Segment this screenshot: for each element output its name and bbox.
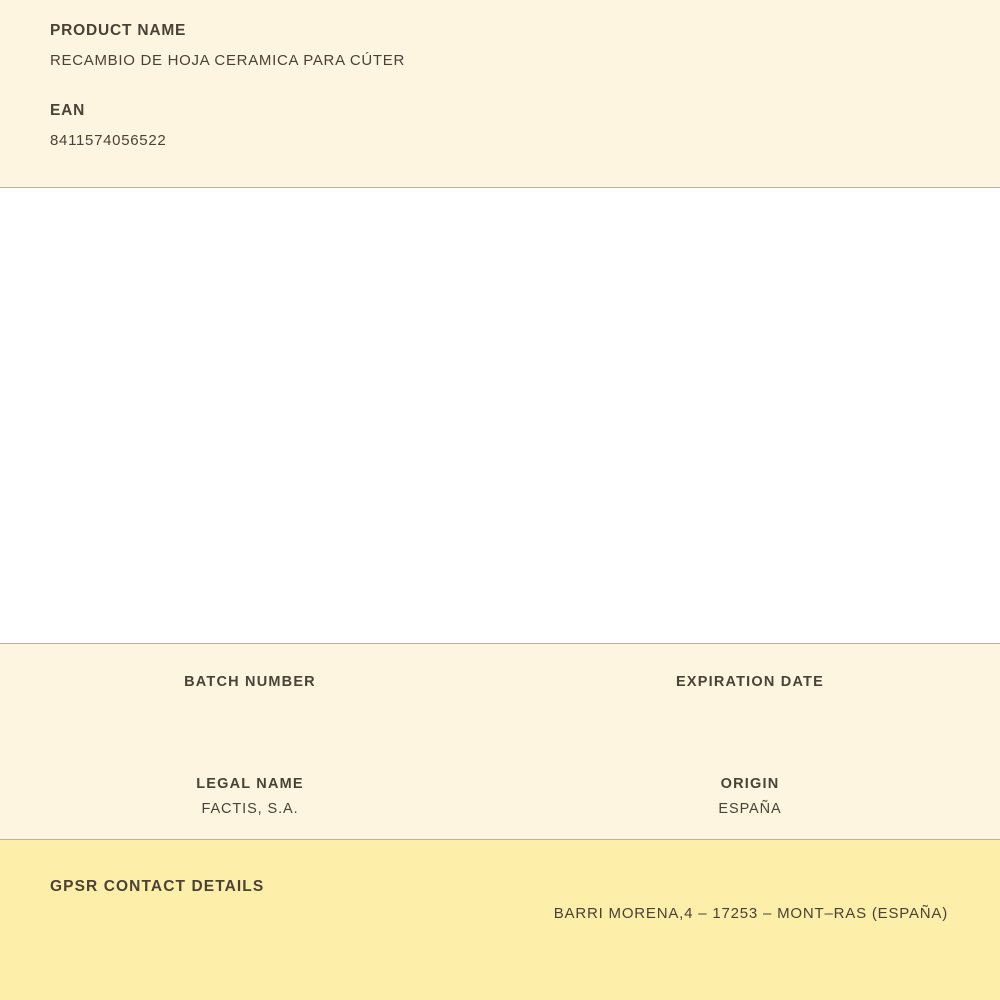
expiration-date-group <box>500 674 1000 716</box>
legal-name-label: LEGAL NAME <box>196 776 304 792</box>
product-info-section <box>0 0 1000 188</box>
product-name-label: PRODUCT NAME <box>50 22 187 39</box>
origin-value: ESPAÑA <box>718 801 782 817</box>
gpsr-contact-label: GPSR CONTACT DETAILS <box>50 878 265 895</box>
legal-name-value: FACTIS, S.A. <box>201 801 299 817</box>
origin-label: ORIGIN <box>720 776 780 792</box>
batch-number-label: BATCH NUMBER <box>184 674 316 690</box>
expiration-date-value <box>500 699 1000 716</box>
ean-value: 8411574056522 <box>50 132 167 149</box>
batch-number-group <box>0 674 500 716</box>
ean-label: EAN <box>50 102 86 119</box>
batch-number-value <box>0 699 500 716</box>
expiration-date-label: EXPIRATION DATE <box>676 674 824 690</box>
product-name-group <box>50 22 950 69</box>
legal-name-group <box>0 776 500 818</box>
image-placeholder-area <box>0 188 1000 644</box>
origin-group <box>500 776 1000 818</box>
details-row-batch <box>0 644 1000 716</box>
details-row-legal <box>0 716 1000 818</box>
gpsr-contact-address: BARRI MORENA,4 – 17253 – MONT–RAS (ESPAÑA) <box>553 905 948 922</box>
gpsr-contact-section <box>0 840 1000 1000</box>
product-name-value: RECAMBIO DE HOJA CERAMICA PARA CÚTER <box>50 52 405 69</box>
product-details-section <box>0 644 1000 840</box>
ean-group <box>50 102 950 149</box>
